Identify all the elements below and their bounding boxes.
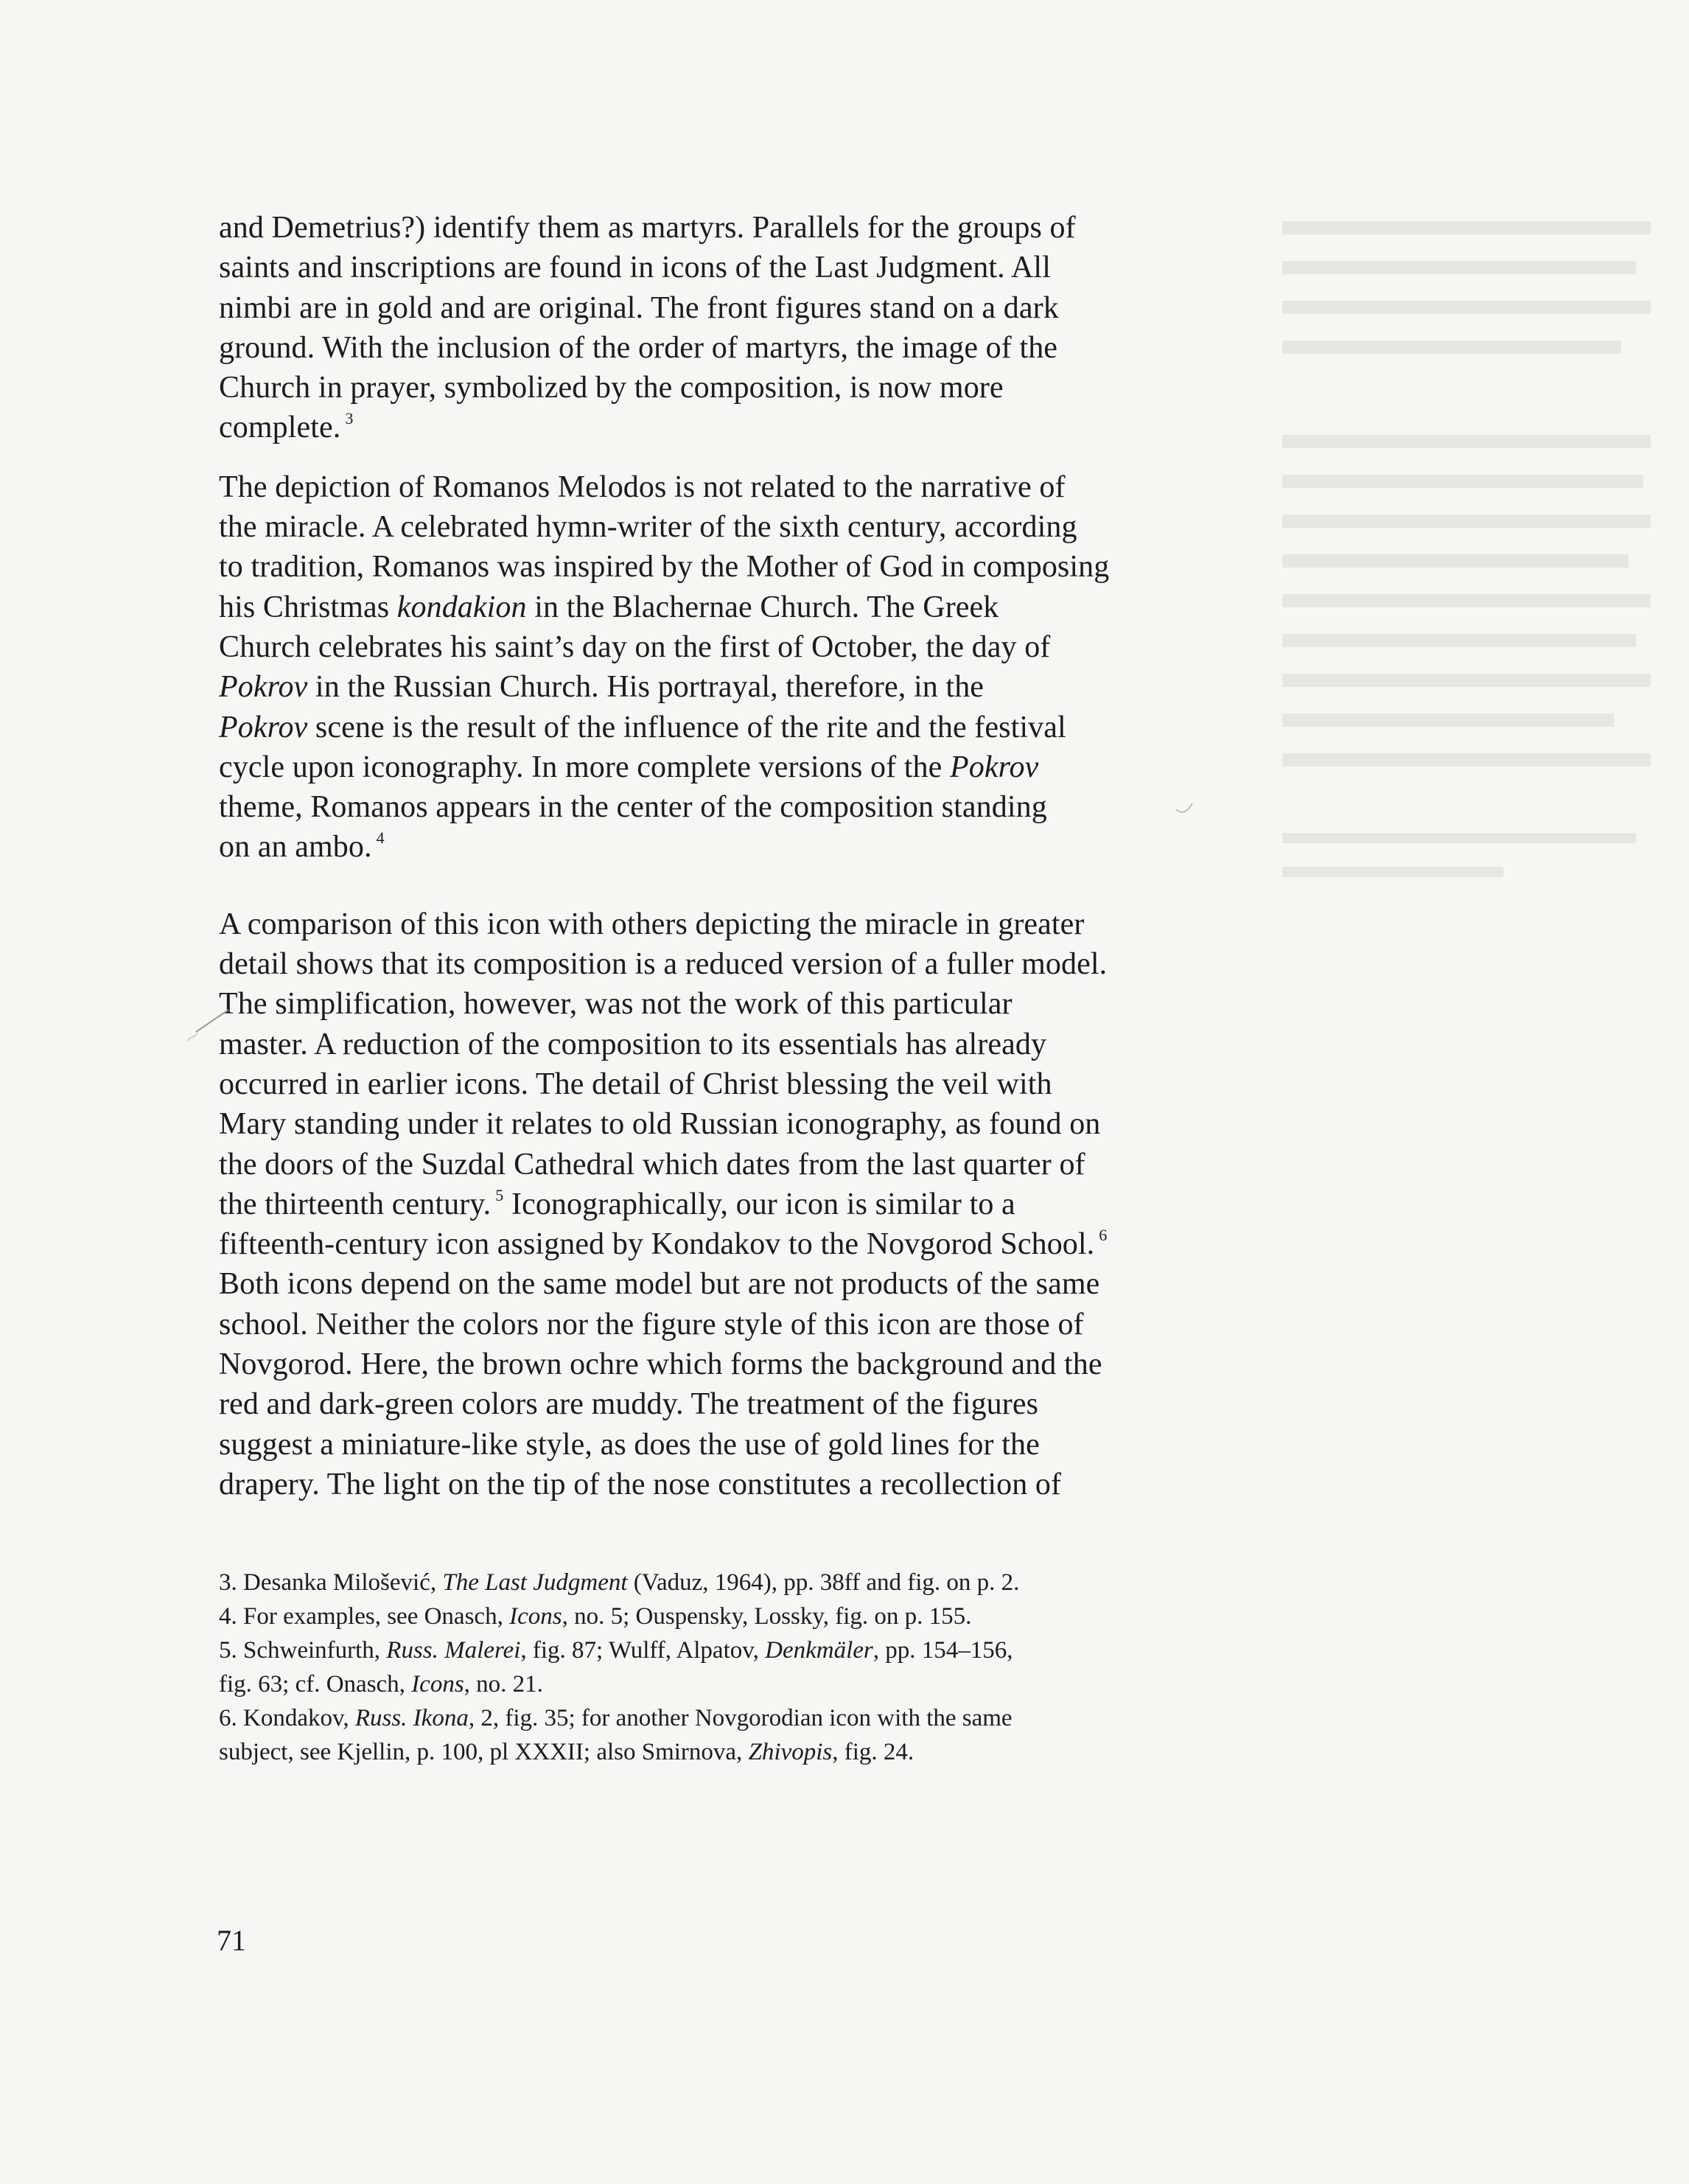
text-segment: subject, see Kjellin, p. 100, pl XXXII; also Smirnova, — [219, 1739, 749, 1765]
text-line: suggest a miniature-like style, as does the use of gold lines for the — [219, 1427, 1040, 1462]
text-line — [219, 1633, 1280, 1667]
italic-title: Russ. Ikona — [354, 1705, 469, 1731]
text-segment: (Vaduz, 1964), pp. 38ff and fig. on p. 2. — [627, 1569, 1020, 1596]
text-segment: fig. 63; cf. Onasch, — [219, 1671, 412, 1698]
paragraph-romanos — [219, 467, 1280, 868]
text-line: and Demetrius?) identify them as martyrs. Parallels for the groups of — [219, 211, 1076, 245]
text-line: A comparison of this icon with others depicting the miracle in greater — [219, 907, 1085, 941]
text-line — [219, 408, 1280, 447]
footnote-6 — [219, 1701, 1280, 1769]
text-line: Church in prayer, symbolized by the composition, is now more — [219, 371, 1004, 405]
text-segment: 4. For examples, see Onasch, — [219, 1603, 510, 1630]
text-line — [219, 747, 1280, 787]
text-line: ground. With the inclusion of the order of martyrs, the image of the — [219, 330, 1058, 365]
text-line: the doors of the Suzdal Cathedral which dates from the last quarter of — [219, 1147, 1085, 1182]
text-line: Church celebrates his saint’s day on the first of October, the day of — [219, 629, 1051, 664]
text-segment: cycle upon iconography. In more complete versions of the — [219, 750, 951, 784]
text-line: red and dark-green colors are muddy. The treatment of the figures — [219, 1387, 1039, 1422]
text-segment: scene is the result of the influence of the rite and the festival — [307, 710, 1066, 744]
footnote-4 — [219, 1599, 1280, 1633]
text-line — [219, 1701, 1280, 1735]
text-segment: , fig. 24. — [832, 1739, 915, 1765]
text-line: detail shows that its composition is a reduced version of a fuller model. — [219, 947, 1108, 982]
footnote-5 — [219, 1633, 1280, 1701]
text-line — [219, 587, 1280, 627]
text-segment: on an ambo. — [219, 830, 372, 865]
text-line: The depiction of Romanos Melodos is not related to the narrative of — [219, 470, 1066, 504]
text-line — [219, 667, 1280, 707]
text-segment: fifteenth-century icon assigned by Kondakov to the Novgorod School. — [219, 1227, 1095, 1262]
pencil-margin-mark — [181, 1007, 233, 1044]
text-line — [219, 1735, 1280, 1769]
text-line: nimbi are in gold and are original. The front figures stand on a dark — [219, 290, 1059, 325]
text-segment: , 2, fig. 35; for another Novgorodian icon with the same — [468, 1705, 1013, 1731]
footnote-reference[interactable]: 5 — [495, 1185, 504, 1204]
text-line — [219, 1185, 1280, 1224]
italic-title: Denkmäler — [765, 1637, 873, 1664]
text-segment: his Christmas — [219, 590, 397, 624]
text-line: occurred in earlier icons. The detail of Christ blessing the veil with — [219, 1067, 1052, 1101]
paragraph-martyrs — [219, 208, 1280, 448]
text-segment: 5. Schweinfurth, — [219, 1637, 387, 1664]
italic-title: Zhivopis — [748, 1739, 833, 1765]
text-line: theme, Romanos appears in the center of the composition standing — [219, 790, 1047, 825]
italic-title: The Last Judgment — [442, 1569, 628, 1596]
text-line: Both icons depend on the same model but are not products of the same — [219, 1267, 1100, 1302]
text-line: the miracle. A celebrated hymn-writer of the sixth century, according — [219, 510, 1077, 545]
footnote-reference[interactable]: 3 — [345, 409, 354, 428]
text-line: Mary standing under it relates to old Russian iconography, as found on — [219, 1107, 1101, 1142]
text-segment: 3. Desanka Milošević, — [219, 1569, 443, 1596]
text-segment: in the Blachernae Church. The Greek — [526, 590, 999, 624]
text-line: drapery. The light on the tip of the nose constitutes a recollection of — [219, 1467, 1062, 1501]
text-line — [219, 1599, 1280, 1633]
text-segment: , no. 5; Ouspensky, Lossky, fig. on p. 155. — [562, 1603, 972, 1630]
page-number: 71 — [217, 1924, 246, 1957]
text-line — [219, 1224, 1280, 1264]
text-line: The simplification, however, was not the work of this particular — [219, 987, 1013, 1022]
text-line: master. A reduction of the composition to its essentials has already — [219, 1027, 1047, 1061]
italic-term: Pokrov — [950, 750, 1039, 784]
text-segment: in the Russian Church. His portrayal, therefore, in the — [307, 670, 985, 705]
text-line: school. Neither the colors nor the figure style of this icon are those of — [219, 1307, 1084, 1342]
show-through-texture — [1275, 214, 1673, 936]
italic-title: Icons — [411, 1671, 464, 1698]
italic-term: Pokrov — [219, 670, 308, 705]
text-segment: Iconographically, our icon is similar to a — [503, 1187, 1015, 1221]
text-segment: , fig. 87; Wulff, Alpatov, — [520, 1637, 766, 1664]
italic-term: kondakion — [396, 590, 527, 624]
italic-term: Pokrov — [219, 710, 308, 744]
text-segment: the thirteenth century. — [219, 1187, 492, 1221]
text-line: Novgorod. Here, the brown ochre which forms the background and the — [219, 1347, 1102, 1382]
text-line — [219, 1667, 1280, 1701]
text-line: to tradition, Romanos was inspired by the Mother of God in composing — [219, 550, 1110, 585]
text-line — [219, 708, 1280, 747]
text-segment: complete. — [219, 411, 341, 445]
pencil-margin-mark — [1175, 799, 1194, 815]
text-line — [219, 1566, 1280, 1599]
body-text — [219, 208, 1280, 1504]
text-line — [219, 827, 1280, 867]
italic-title: Russ. Malerei — [386, 1637, 521, 1664]
footnote-3 — [219, 1566, 1280, 1599]
text-segment: , pp. 154–156, — [873, 1637, 1013, 1664]
footnote-reference[interactable]: 4 — [376, 828, 385, 848]
text-segment: , no. 21. — [464, 1671, 543, 1698]
footnotes — [219, 1566, 1280, 1769]
italic-title: Icons — [509, 1603, 562, 1630]
footnote-reference[interactable]: 6 — [1099, 1226, 1108, 1245]
text-segment: 6. Kondakov, — [219, 1705, 355, 1731]
text-line: saints and inscriptions are found in icons of the Last Judgment. All — [219, 251, 1051, 285]
paragraph-comparison — [219, 904, 1280, 1504]
